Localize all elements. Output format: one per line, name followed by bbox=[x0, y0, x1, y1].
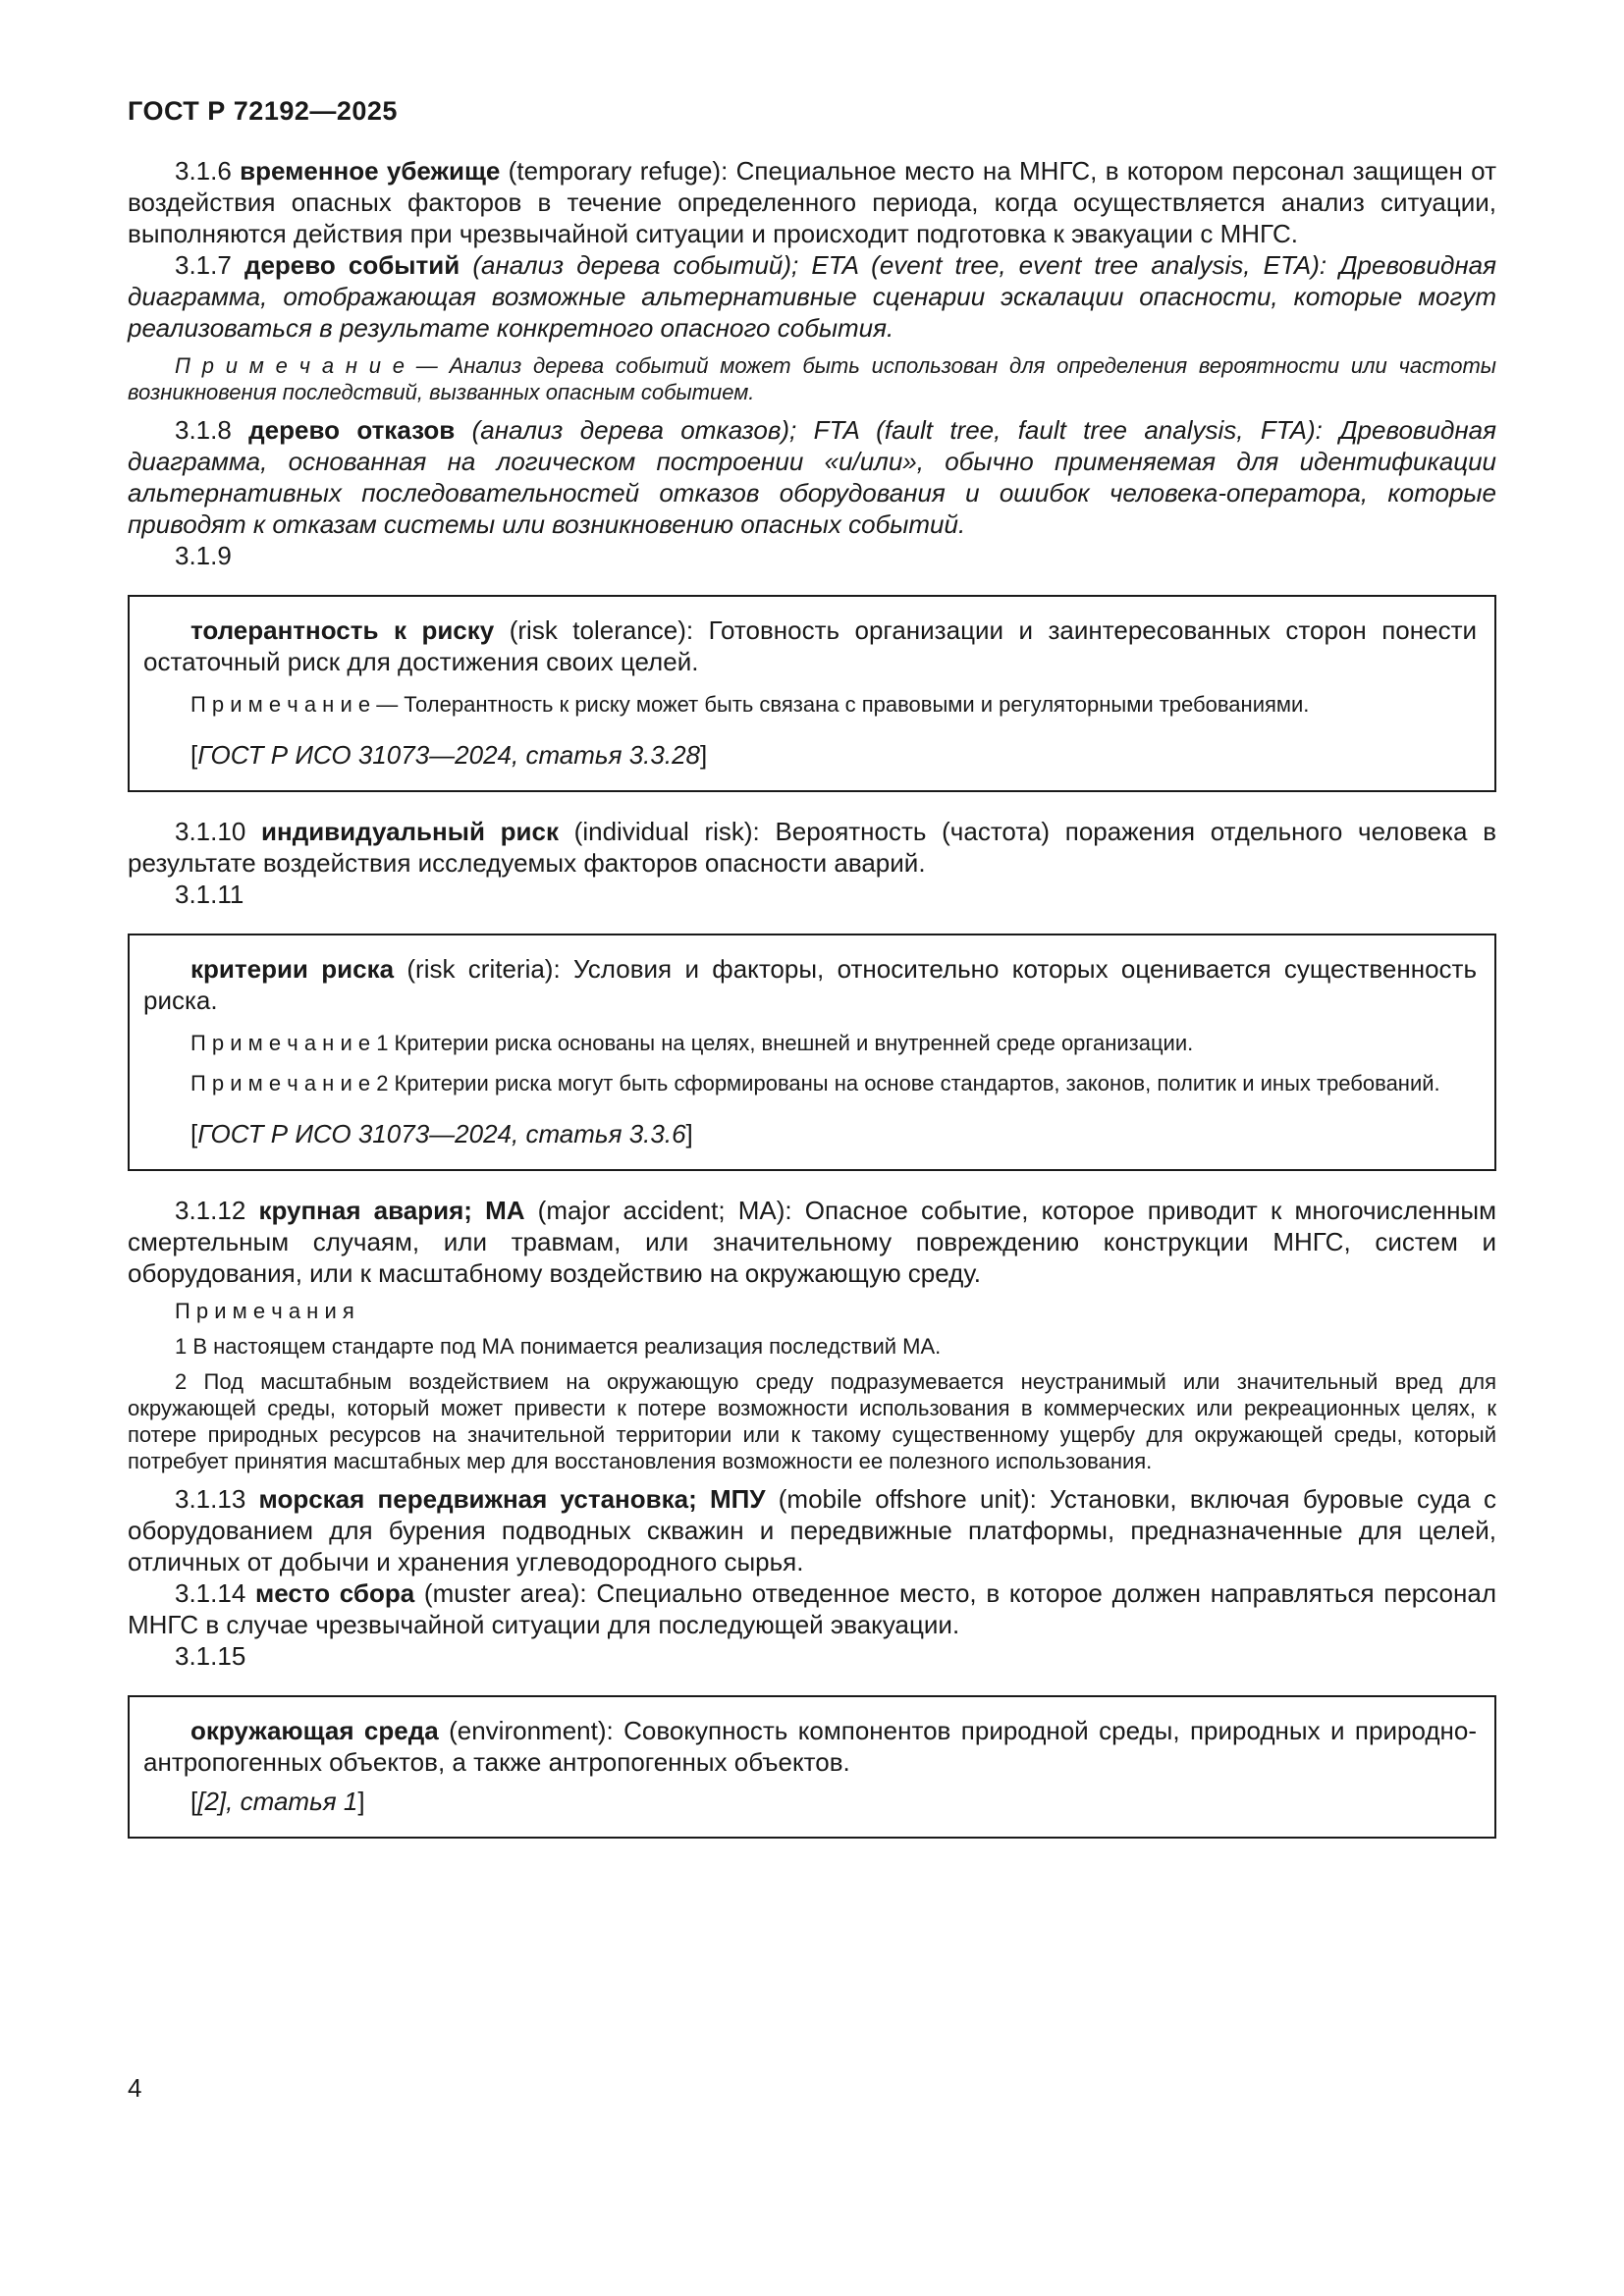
paragraph bbox=[143, 614, 1477, 677]
text-run: место сбора bbox=[255, 1578, 415, 1608]
text-run: ] bbox=[357, 1787, 365, 1816]
citation bbox=[143, 1118, 1477, 1149]
text-run: 3.1.11 bbox=[175, 880, 244, 909]
text-run: дерево отказов bbox=[248, 415, 472, 445]
text-run: (major accident; MA): Опасное событие, которое приводит к многочисленным смертельным случаям, или травмам, или значительному повреждению конструкции МНГС, систем и оборудования, или к масштабному воздействию на окружающую среду. bbox=[128, 1196, 1496, 1288]
note-paragraph bbox=[128, 1298, 1496, 1324]
text-run: (анализ дерева отказов); FTA (fault tree, fault tree analysis, FTA): Древовидная диаграмма, основанная на логическом построении «и/или», обычно применяемая для идентификации альтернативных последовательностей отказов оборудования и ошибок человека-оператора, которые приводят к отказам системы или возникновению опасных событий. bbox=[128, 415, 1496, 539]
text-run: 3.1.12 bbox=[175, 1196, 259, 1225]
paragraph bbox=[143, 953, 1477, 1016]
text-run: [ bbox=[190, 740, 198, 770]
text-run: П р и м е ч а н и е — Толерантность к риску может быть связана с правовыми и регуляторными требованиями. bbox=[190, 692, 1310, 717]
text-run: П р и м е ч а н и е — Анализ дерева событий может быть использован для определения вероятности или частоты возникновения последствий, вызванных опасным событием. bbox=[128, 353, 1496, 404]
paragraph bbox=[128, 1195, 1496, 1289]
paragraph bbox=[128, 816, 1496, 879]
text-run: (environment): Совокупность компонентов природной среды, природных и природно-антропогенных объектов, а также антропогенных объектов. bbox=[143, 1716, 1477, 1777]
note-paragraph bbox=[128, 1368, 1496, 1474]
text-run: ГОСТ Р ИСО 31073—2024, статья 3.3.28 bbox=[197, 740, 700, 770]
text-run: крупная авария; МА bbox=[258, 1196, 525, 1225]
text-run: временное убежище bbox=[240, 156, 501, 186]
text-run: (individual risk): Вероятность (частота) поражения отдельного человека в результате воздействия исследуемых факторов опасности аварий. bbox=[128, 817, 1497, 878]
text-run: (анализ дерева событий); ETA (event tree, event tree analysis, ETA): Древовидная диаграмма, отображающая возможные альтернативные сценарии эскалации опасности, которые могут реализоваться в результате конкретного опасного события. bbox=[128, 250, 1496, 343]
text-run: (temporary refuge): Специальное место на МНГС, в котором персонал защищен от воздействия опасных факторов в течение определенного периода, когда осуществляется анализ ситуации, выполняются действия при чрезвычайной ситуации и происходит подготовка к эвакуации с МНГС. bbox=[128, 156, 1496, 248]
definition-box bbox=[128, 595, 1496, 792]
definition-box bbox=[128, 934, 1496, 1171]
content-blocks bbox=[128, 155, 1496, 1862]
text-run: 3.1.15 bbox=[175, 1641, 246, 1671]
note-paragraph bbox=[143, 1070, 1477, 1096]
text-run: 3.1.13 bbox=[175, 1484, 259, 1514]
text-run: 3.1.10 bbox=[175, 817, 261, 846]
document-header: ГОСТ Р 72192—2025 bbox=[128, 96, 398, 126]
page-number: 4 bbox=[128, 2073, 142, 2103]
text-run: толерантность к риску bbox=[190, 615, 495, 645]
note-paragraph bbox=[143, 691, 1477, 718]
text-run: индивидуальный риск bbox=[261, 817, 559, 846]
paragraph bbox=[128, 155, 1496, 249]
citation bbox=[143, 1786, 1477, 1817]
note-paragraph bbox=[143, 1030, 1477, 1056]
text-run: критерии риска bbox=[190, 954, 395, 984]
text-run: 2 Под масштабным воздействием на окружающую среду подразумевается неустранимый или значительный вред для окружающей среды, который может привести к потере возможности использования в коммерческих или рекреационных целях, к потере природных ресурсов на значительной территории или к такому существенному ущербу для окружающей среды, который потребует принятия масштабных мер для восстановления возможности ее полезного использования. bbox=[128, 1369, 1496, 1473]
text-run: 3.1.9 bbox=[175, 541, 232, 570]
text-run: (risk tolerance): Готовность организации и заинтересованных сторон понести остаточный риск для достижения своих целей. bbox=[143, 615, 1478, 676]
text-run: П р и м е ч а н и я bbox=[175, 1299, 354, 1323]
text-run: (mobile offshore unit): Установки, включая буровые суда с оборудованием для бурения подводных скважин и передвижные платформы, предназначенные для целей, отличных от добычи и хранения углеводородного сырья. bbox=[128, 1484, 1497, 1576]
note-paragraph bbox=[128, 1333, 1496, 1360]
text-run: окружающая среда bbox=[190, 1716, 439, 1745]
paragraph bbox=[128, 414, 1496, 540]
text-run: П р и м е ч а н и е 2 Критерии риска могут быть сформированы на основе стандартов, законов, политик и иных требований. bbox=[190, 1071, 1440, 1095]
text-run: 3.1.8 bbox=[175, 415, 249, 445]
text-run: 3.1.14 bbox=[175, 1578, 255, 1608]
paragraph bbox=[128, 1640, 1496, 1672]
note-paragraph bbox=[128, 352, 1496, 405]
text-run: дерево событий bbox=[244, 250, 473, 280]
paragraph bbox=[143, 1715, 1477, 1778]
text-run: П р и м е ч а н и е 1 Критерии риска основаны на целях, внешней и внутренней среде организации. bbox=[190, 1031, 1194, 1055]
text-run: морская передвижная установка; МПУ bbox=[258, 1484, 766, 1514]
text-run: 3.1.6 bbox=[175, 156, 241, 186]
paragraph bbox=[128, 249, 1496, 344]
text-run: 3.1.7 bbox=[175, 250, 244, 280]
text-run: ] bbox=[700, 740, 708, 770]
paragraph bbox=[128, 540, 1496, 571]
text-run: [ bbox=[190, 1119, 198, 1148]
paragraph bbox=[128, 1483, 1496, 1577]
text-run: (muster area): Специально отведенное место, в которое должен направляться персонал МНГС в случае чрезвычайной ситуации для последующей эвакуации. bbox=[128, 1578, 1496, 1639]
citation bbox=[143, 739, 1477, 771]
text-run: (risk criteria): Условия и факторы, относительно которых оценивается существенность риска. bbox=[143, 954, 1477, 1015]
paragraph bbox=[128, 879, 1496, 910]
text-run: 1 В настоящем стандарте под МА понимается реализация последствий МА. bbox=[175, 1334, 942, 1359]
definition-box bbox=[128, 1695, 1496, 1839]
text-run: [ bbox=[190, 1787, 198, 1816]
paragraph bbox=[128, 1577, 1496, 1640]
text-run: ГОСТ Р ИСО 31073—2024, статья 3.3.6 bbox=[197, 1119, 686, 1148]
text-run: ] bbox=[685, 1119, 693, 1148]
text-run: [2], статья 1 bbox=[197, 1787, 358, 1816]
